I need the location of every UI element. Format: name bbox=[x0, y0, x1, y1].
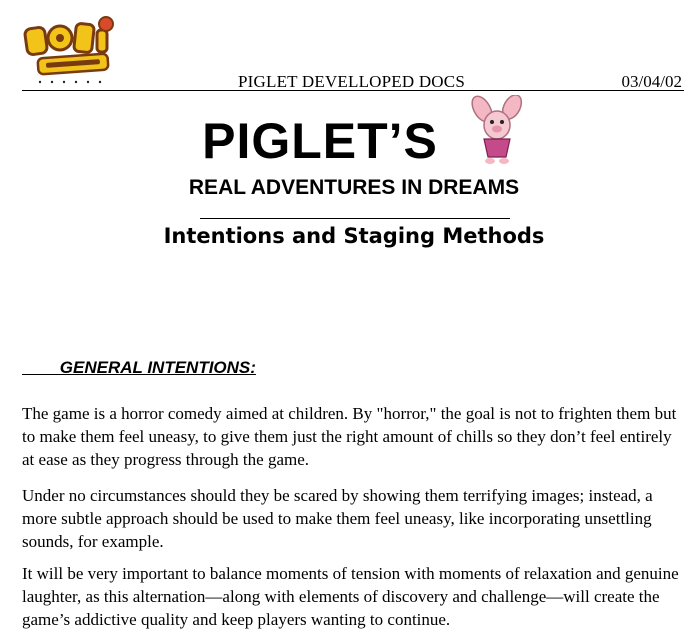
document-header-title: PIGLET DEVELLOPED DOCS bbox=[238, 72, 465, 91]
paragraph: It will be very important to balance moments of tension with moments of relaxation and genuine laughter, as this alternation—along with elements of discovery and challenge—will create the game’s addictive quality and keep players wanting to continue. bbox=[22, 564, 679, 629]
doki-denki-studio-logo bbox=[20, 14, 124, 88]
logo-denki-letters bbox=[38, 54, 109, 75]
title-divider bbox=[200, 218, 510, 219]
main-title: PIGLET’S bbox=[202, 113, 438, 169]
paragraph: Under no circumstances should they be scared by showing them terrifying images; instead, a more subtle approach should be used to make them feel uneasy, like incorporating unsettling sounds, for example. bbox=[22, 486, 653, 551]
logo-doki-letters bbox=[24, 17, 113, 55]
section-heading: GENERAL INTENTIONS: bbox=[22, 358, 256, 377]
section-subtitle: Intentions and Staging Methods bbox=[163, 224, 545, 248]
paragraph: The game is a horror comedy aimed at children. By "horror," the goal is not to frighten them but to make them feel uneasy, to give them just the right amount of chills so they don’t feel entirely at ease as they progress through the game. bbox=[22, 404, 677, 469]
header-divider bbox=[22, 90, 684, 91]
logo-studio-dots bbox=[39, 81, 101, 83]
document-date: 03/04/02 bbox=[621, 72, 682, 91]
subtitle: REAL ADVENTURES IN DREAMS bbox=[188, 176, 520, 199]
piglet-icon bbox=[470, 95, 524, 165]
